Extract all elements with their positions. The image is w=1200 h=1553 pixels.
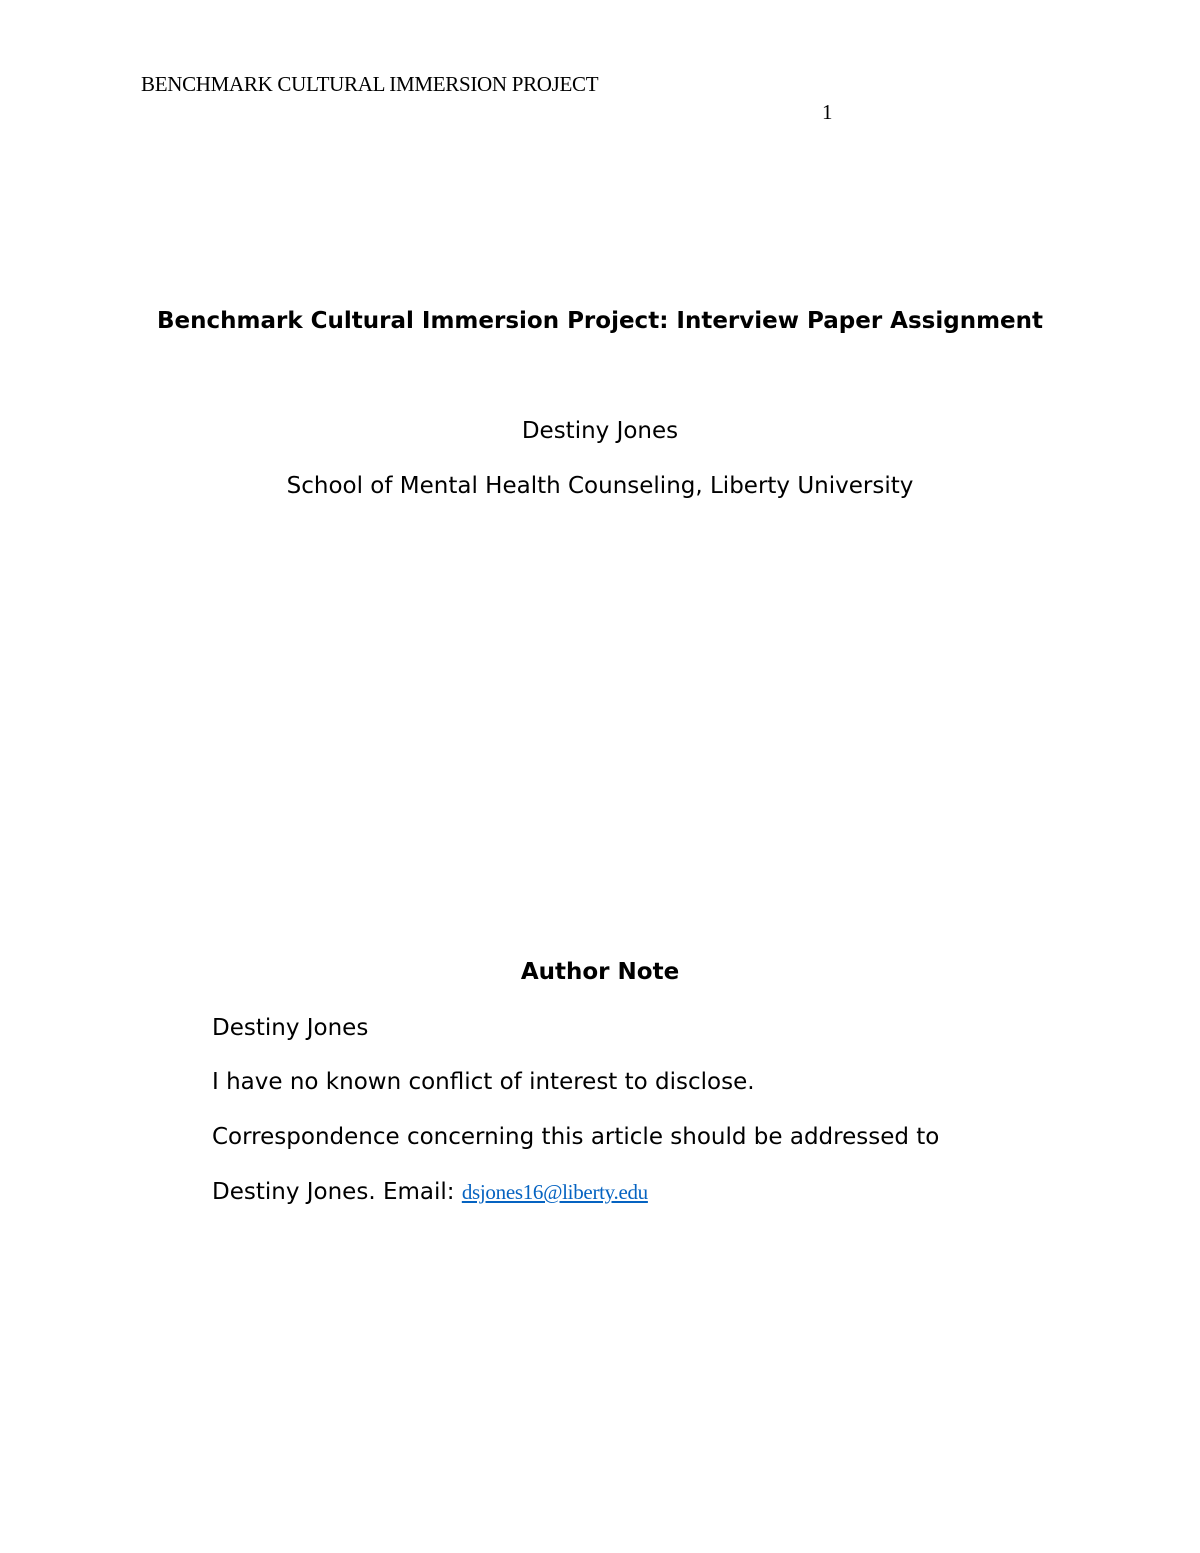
email-link[interactable]: dsjones16@liberty.edu bbox=[461, 1180, 648, 1204]
author-name: Destiny Jones bbox=[521, 418, 679, 444]
conflict-of-interest-statement: I have no known conflict of interest to disclose. bbox=[212, 1069, 755, 1095]
running-head: BENCHMARK CULTURAL IMMERSION PROJECT bbox=[141, 72, 599, 96]
correspondence-statement: Correspondence concerning this article should be addressed to bbox=[212, 1124, 940, 1150]
paper-title: Benchmark Cultural Immersion Project: Interview Paper Assignment bbox=[156, 308, 1044, 334]
contact-prefix: Destiny Jones. Email: bbox=[212, 1179, 462, 1205]
page-number: 1 bbox=[822, 100, 833, 124]
author-note-heading: Author Note bbox=[520, 959, 680, 985]
author-affiliation: School of Mental Health Counseling, Liberty University bbox=[286, 473, 914, 499]
contact-line bbox=[212, 1179, 648, 1205]
author-note-name: Destiny Jones bbox=[212, 1015, 369, 1041]
